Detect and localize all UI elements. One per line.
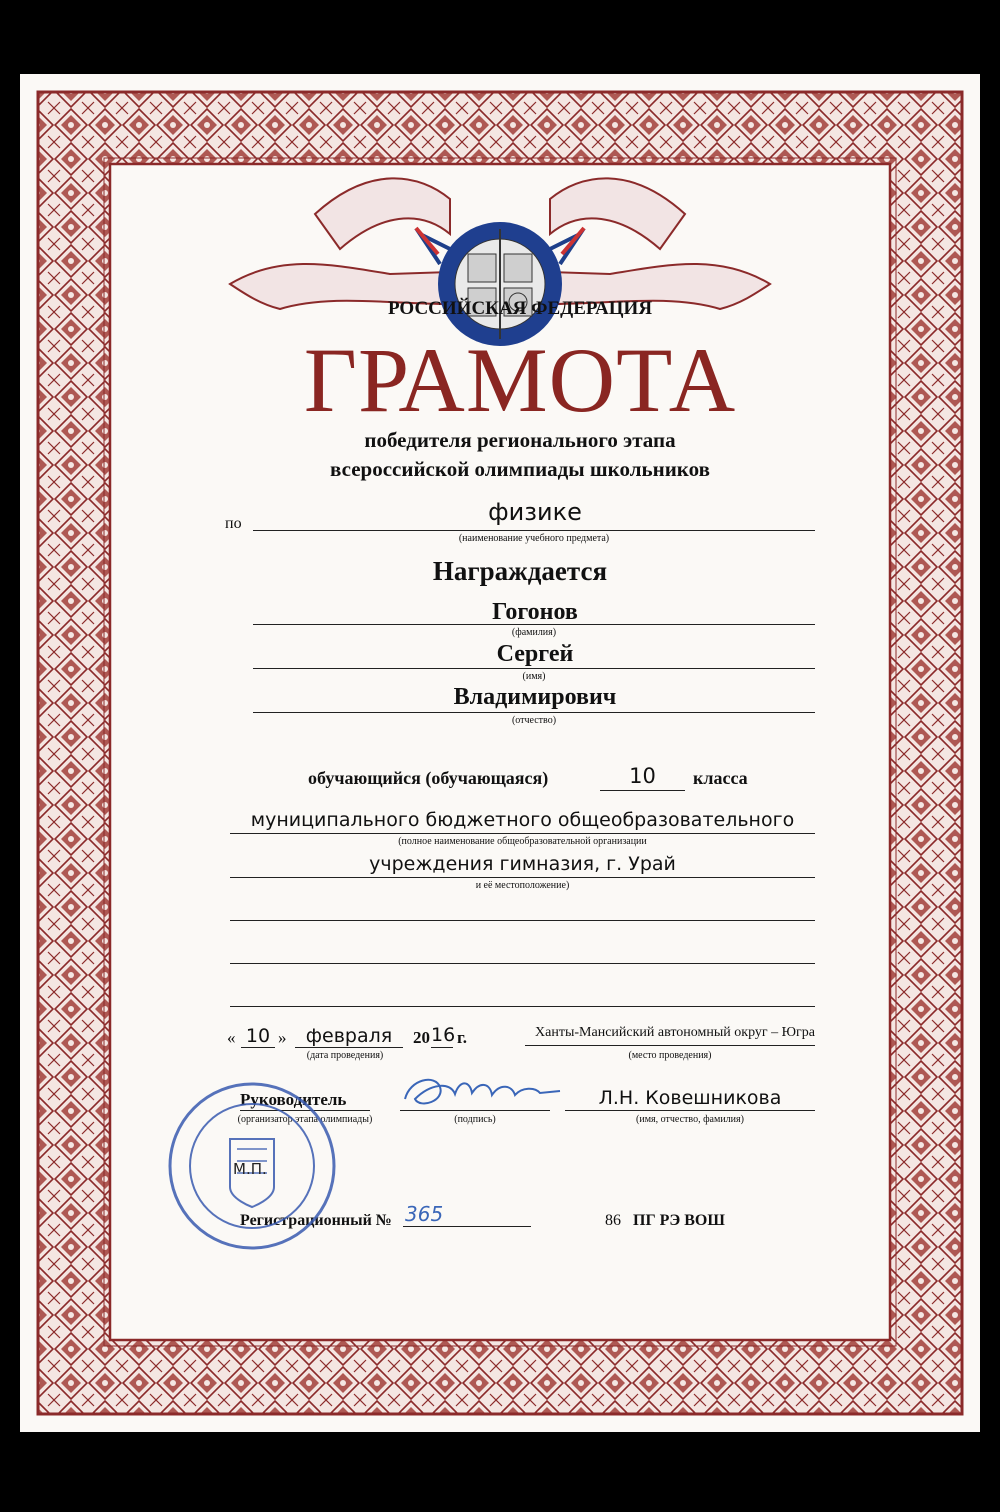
student-label: обучающийся (обучающаяся): [308, 768, 549, 788]
signature-image: [400, 1069, 570, 1119]
blank-line-3: [230, 1006, 815, 1007]
school-caption-2: и её местоположение): [475, 880, 570, 891]
surname-value: Гогонов: [492, 599, 578, 625]
subtitle-line-2: всероссийской олимпиады школьников: [330, 457, 710, 481]
registration-line: [403, 1226, 531, 1227]
name-value: Сергей: [496, 641, 574, 667]
school-underline-1: [230, 833, 815, 834]
patronymic-caption: (отчество): [511, 715, 557, 726]
surname-caption: (фамилия): [511, 627, 557, 638]
blank-line-2: [230, 963, 815, 964]
awarded-heading: Награждается: [432, 556, 608, 586]
registration-code-prefix: 86: [605, 1212, 621, 1229]
grade-suffix: класса: [693, 768, 748, 788]
place-caption: (место проведения): [628, 1050, 712, 1061]
date-day-line: [241, 1047, 275, 1048]
subject-value: физике: [488, 498, 582, 526]
date-month: февраля: [305, 1025, 393, 1047]
signature-line: [400, 1110, 550, 1111]
registration-code: ПГ РЭ ВОШ: [633, 1212, 725, 1229]
school-caption-1: (полное наименование общеобразовательной организации: [398, 836, 647, 847]
patronymic-value: Владимирович: [453, 684, 617, 710]
place-line: [525, 1045, 815, 1046]
name-line: [253, 668, 815, 669]
registration-label: Регистрационный №: [240, 1212, 392, 1229]
school-line-2: учреждения гимназия, г. Урай: [369, 853, 676, 875]
certificate-sheet: [20, 74, 980, 1432]
date-day: 10: [245, 1025, 271, 1047]
subject-prefix: по: [225, 515, 242, 532]
head-label: Руководитель: [240, 1090, 347, 1109]
head-name: Л.Н. Ковешникова: [598, 1087, 782, 1109]
subtitle-line-1: победителя регионального этапа: [364, 428, 676, 452]
year-suffix: 16: [431, 1024, 456, 1046]
surname-line: [253, 624, 815, 625]
head-caption: (организатор этапа олимпиады): [237, 1114, 373, 1125]
school-underline-2: [230, 877, 815, 878]
grade-value: 10: [629, 764, 656, 788]
year-g: г.: [457, 1028, 468, 1047]
place-value: Ханты-Мансийский автономный округ – Югра: [535, 1025, 815, 1040]
blank-line-1: [230, 920, 815, 921]
date-open-quote: «: [227, 1028, 236, 1047]
school-line-1: муниципального бюджетного общеобразовательного: [250, 809, 795, 831]
patronymic-line: [253, 712, 815, 713]
date-month-line: [295, 1047, 403, 1048]
registration-number: 365: [405, 1202, 444, 1226]
certificate-title: ГРАМОТА: [303, 329, 737, 431]
head-name-line: [565, 1110, 815, 1111]
country-heading: РОССИЙСКАЯ ФЕДЕРАЦИЯ: [387, 298, 653, 319]
stamp-mark: М.П.: [233, 1160, 267, 1178]
year-line: [431, 1047, 453, 1048]
date-close-quote: »: [278, 1028, 287, 1047]
grade-line: [600, 790, 685, 791]
head-name-caption: (имя, отчество, фамилия): [636, 1114, 744, 1125]
signature-caption: (подпись): [454, 1114, 496, 1125]
subject-caption: (наименование учебного предмета): [458, 533, 610, 544]
name-caption: (имя): [522, 671, 546, 682]
year-prefix: 20: [413, 1028, 430, 1047]
subject-line: [253, 530, 815, 531]
date-caption: (дата проведения): [306, 1050, 384, 1061]
